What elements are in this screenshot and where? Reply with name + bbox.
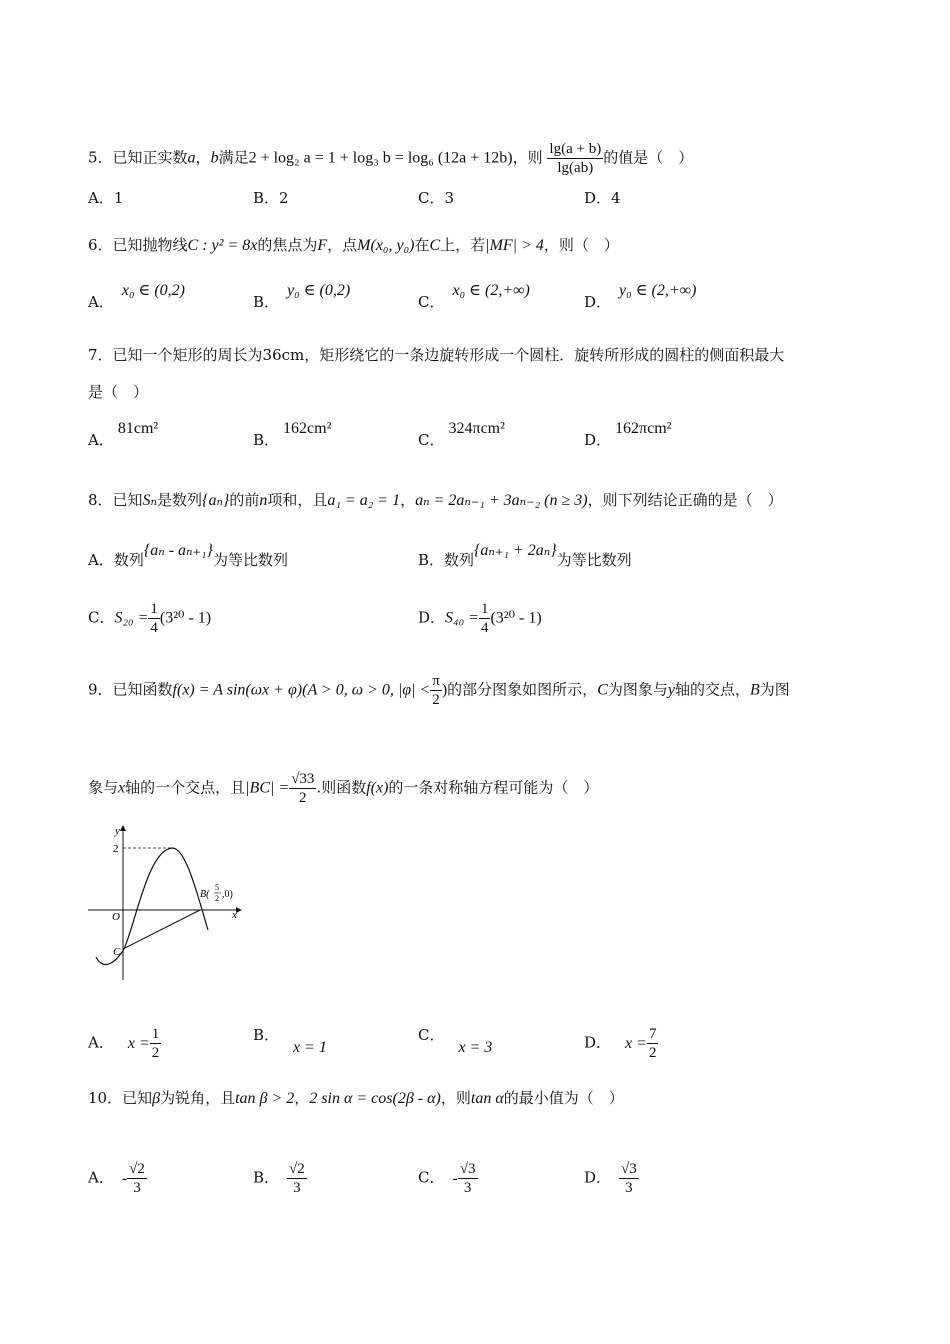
fraction-denominator: 4 xyxy=(150,620,158,636)
option-label: D． xyxy=(584,1168,612,1187)
fraction-numerator: π xyxy=(432,673,440,689)
option-label: A． xyxy=(88,1168,114,1187)
graph-b-denominator: 2 xyxy=(215,894,219,903)
q9-text: .则函数 xyxy=(316,778,367,797)
option-label: C． xyxy=(418,1168,445,1187)
q10-text: ，则 xyxy=(440,1089,471,1107)
q5-option-a[interactable]: A．1 xyxy=(88,189,124,207)
fraction-numerator: √3 xyxy=(459,1161,476,1177)
fraction-numerator: √33 xyxy=(291,771,315,787)
fraction-denominator: 2 xyxy=(432,692,440,708)
q8-text: 8．已知 xyxy=(88,491,143,509)
option-fraction xyxy=(148,600,160,637)
question-7-stem-line2: 是（ ） xyxy=(88,383,149,401)
q8-recurrence: aₙ = 2aₙ₋₁ + 3aₙ₋₂ (n ≥ 3) xyxy=(415,492,588,509)
q9-text: 象与 xyxy=(88,778,119,797)
q8-initial-terms: a₁ = a₂ = 1 xyxy=(327,492,401,509)
q9-text: 轴的一个交点，且 xyxy=(125,778,246,797)
fraction-numerator: √2 xyxy=(289,1161,305,1177)
q9-function: ) xyxy=(441,681,448,699)
q5-var-b: b xyxy=(210,149,219,167)
q8-option-a[interactable] xyxy=(88,542,288,571)
question-10-stem xyxy=(88,1088,624,1109)
q9-text: 为图 xyxy=(759,680,790,699)
option-expression: (3²⁰ - 1) xyxy=(490,609,542,627)
option-expression: S₂₀ = xyxy=(114,609,149,627)
option-expression: x = xyxy=(127,1034,150,1052)
graph-origin-label: O xyxy=(112,911,120,923)
q8-sequence: {aₙ} xyxy=(202,492,230,509)
q9-function-graph xyxy=(86,822,251,982)
option-label: B．数列 xyxy=(418,551,475,569)
option-fraction xyxy=(127,1160,147,1197)
q9-var-y: y xyxy=(667,681,675,699)
q5-text: ， xyxy=(195,148,211,167)
q7-option-d[interactable] xyxy=(584,420,672,451)
option-text: 为等比数列 xyxy=(556,551,632,569)
q6-condition: |MF| > 4 xyxy=(485,237,544,254)
q9-option-a[interactable] xyxy=(88,1025,161,1062)
q10-beta: β xyxy=(152,1090,161,1107)
fraction-denominator: 2 xyxy=(299,790,307,806)
q7-option-b[interactable] xyxy=(253,420,332,451)
q6-text: 的焦点为 xyxy=(257,236,318,254)
q9-point-b: B xyxy=(750,681,760,699)
option-expression: y₀ ∈ (2,+∞) xyxy=(619,282,697,299)
q6-parabola: C : y² = 8x xyxy=(187,237,258,254)
q5-fraction-denominator: lg(ab) xyxy=(557,160,594,176)
q9-option-b[interactable] xyxy=(253,1025,327,1056)
q10-text: ， xyxy=(294,1089,310,1107)
option-expression: 324πcm² xyxy=(448,420,505,437)
fraction-denominator: 4 xyxy=(480,620,489,636)
fraction-numerator: 1 xyxy=(150,601,158,617)
option-expression: x = 3 xyxy=(458,1039,493,1056)
option-label: C． xyxy=(88,608,115,627)
q6-curve: C xyxy=(429,237,441,254)
option-expression: x = xyxy=(625,1034,647,1052)
q8-option-b[interactable] xyxy=(418,542,632,571)
q5-fraction-numerator: lg(a + b) xyxy=(549,141,602,157)
graph-max-label: 2 xyxy=(113,843,119,855)
q6-text: 上，若 xyxy=(440,236,486,254)
fraction-numerator: 1 xyxy=(151,1026,160,1042)
question-8-stem xyxy=(88,490,783,511)
option-fraction xyxy=(479,600,491,637)
option-fraction xyxy=(647,1025,659,1062)
option-label: B． xyxy=(253,1026,280,1044)
graph-y-label: y xyxy=(115,825,120,837)
option-sign: - xyxy=(121,1169,128,1187)
option-expression: S₄₀ = xyxy=(445,609,479,627)
option-expression: {aₙ - aₙ₊₁} xyxy=(143,542,213,559)
q6-text: 6．已知抛物线 xyxy=(88,236,188,254)
q8-text: 项和，且 xyxy=(267,491,328,509)
option-expression: 81cm² xyxy=(117,420,159,437)
q9-option-c[interactable] xyxy=(418,1025,493,1056)
question-9-stem-line1 xyxy=(88,672,790,709)
q5-option-c[interactable]: C．3 xyxy=(418,189,455,207)
option-label: A． xyxy=(88,431,114,449)
q9-text: 的部分图象如图所示， xyxy=(447,680,598,699)
q5-text: 的值是（ ） xyxy=(603,148,694,167)
q9-pi-fraction xyxy=(430,672,442,709)
q7-option-c[interactable] xyxy=(418,420,505,451)
q8-option-d[interactable] xyxy=(418,600,542,637)
q9-text: 为图象与 xyxy=(607,680,668,699)
q10-condition-2: 2 sin α = cos(2β - α) xyxy=(309,1090,441,1107)
option-expression: 162cm² xyxy=(283,420,332,437)
q6-focus: F xyxy=(317,237,328,254)
q7-option-a[interactable] xyxy=(88,420,159,451)
q8-text: 的前 xyxy=(229,491,260,509)
option-label: A． xyxy=(88,293,114,311)
q10-condition-1: tan β > 2 xyxy=(235,1090,295,1107)
q8-option-c[interactable] xyxy=(88,600,211,637)
q5-text: ，则 xyxy=(512,148,543,167)
option-expression: y₀ ∈ (0,2) xyxy=(287,282,351,299)
graph-x-label: x xyxy=(232,909,237,921)
q6-text: 在 xyxy=(414,236,430,254)
q9-text: 9．已知函数 xyxy=(88,680,173,699)
q6-option-a[interactable] xyxy=(88,282,186,313)
q6-text: ，点 xyxy=(327,236,358,254)
q9-function: f(x) = A sin(ωx + φ)(A > 0, ω > 0, |φ| < xyxy=(172,681,431,699)
option-label: D． xyxy=(418,608,446,627)
option-text: 为等比数列 xyxy=(212,551,288,569)
graph-b-label-tail: ,0) xyxy=(222,889,233,900)
option-label: D． xyxy=(584,1033,612,1052)
option-expression: x = 1 xyxy=(293,1039,327,1056)
q6-text: ，则（ ） xyxy=(543,236,619,254)
fraction-denominator: 3 xyxy=(625,1180,633,1196)
q10-text: 10．已知 xyxy=(88,1089,153,1107)
fraction-denominator: 2 xyxy=(151,1045,160,1061)
option-fraction xyxy=(619,1160,639,1197)
option-label: B． xyxy=(253,431,280,449)
option-label: D． xyxy=(584,293,612,311)
fraction-denominator: 3 xyxy=(133,1180,141,1196)
q10-text: 为锐角，且 xyxy=(160,1089,236,1107)
fraction-numerator: 1 xyxy=(480,601,489,617)
q10-option-d[interactable] xyxy=(584,1160,639,1197)
q5-text: 5．已知正实数 xyxy=(88,148,188,167)
question-9-stem-line2 xyxy=(88,770,598,807)
graph-c-label: C xyxy=(113,946,121,958)
q10-option-c[interactable] xyxy=(418,1160,478,1197)
q6-option-d[interactable] xyxy=(584,282,697,313)
option-expression: 162πcm² xyxy=(615,420,672,437)
q9-bc-length: |BC| = xyxy=(245,779,290,797)
q10-tan-alpha: tan α xyxy=(470,1090,504,1107)
fraction-denominator: 3 xyxy=(293,1180,301,1196)
fraction-denominator: 2 xyxy=(648,1045,657,1061)
q5-option-d[interactable]: D．4 xyxy=(584,189,621,207)
q10-text: 的最小值为（ ） xyxy=(503,1089,624,1107)
q9-var-x: x xyxy=(118,779,126,797)
q10-option-a[interactable] xyxy=(88,1160,147,1197)
graph-b-numerator: 5 xyxy=(215,883,219,892)
q8-text: 是数列 xyxy=(157,491,203,509)
option-label: A．数列 xyxy=(88,551,144,569)
question-6-stem xyxy=(88,235,619,256)
option-label: B． xyxy=(253,293,280,311)
q9-text: 的一条对称轴方程可能为（ ） xyxy=(388,778,599,797)
question-7-stem-line1: 7．已知一个矩形的周长为36cm，矩形绕它的一条边旋转形成一个圆柱．旋转所形成的圆柱的侧面积最大 xyxy=(88,346,785,364)
fraction-numerator: 7 xyxy=(648,1026,657,1042)
q5-text: 满足 xyxy=(218,148,249,167)
option-expression: (3²⁰ - 1) xyxy=(159,609,212,627)
q9-bc-fraction xyxy=(289,770,316,807)
fraction-numerator: √2 xyxy=(129,1161,145,1177)
q9-option-d[interactable] xyxy=(584,1025,658,1062)
q6-option-c[interactable] xyxy=(418,282,530,313)
q5-var-a: a xyxy=(187,149,196,167)
option-sign: - xyxy=(452,1169,458,1187)
option-fraction xyxy=(287,1160,307,1197)
q8-text: ， xyxy=(400,491,416,509)
q5-equation: 2 + log₂ a = 1 + log₃ b = log₆ (12a + 12b) xyxy=(248,149,513,167)
option-label: C． xyxy=(418,1026,445,1044)
option-label: C． xyxy=(418,293,445,311)
q8-sum: Sₙ xyxy=(142,492,158,509)
option-fraction xyxy=(150,1025,162,1062)
q9-text: 轴的交点， xyxy=(674,680,750,699)
option-expression: x₀ ∈ (2,+∞) xyxy=(452,282,530,299)
fraction-denominator: 3 xyxy=(463,1180,472,1196)
graph-b-label: B( xyxy=(200,889,210,900)
q10-option-b[interactable] xyxy=(253,1160,307,1197)
fraction-numerator: √3 xyxy=(621,1161,637,1177)
option-label: D． xyxy=(584,431,612,449)
option-fraction xyxy=(458,1160,478,1197)
q6-point: M(x₀, y₀) xyxy=(357,237,415,254)
q5-fraction xyxy=(547,140,603,177)
question-5-stem xyxy=(88,140,693,177)
option-label: C． xyxy=(418,431,445,449)
option-expression: {aₙ₊₁ + 2aₙ} xyxy=(474,542,557,559)
q8-text: ，则下列结论正确的是（ ） xyxy=(587,491,783,509)
q9-point-c: C xyxy=(597,681,608,699)
option-expression: x₀ ∈ (0,2) xyxy=(121,282,186,299)
q6-option-b[interactable] xyxy=(253,282,351,313)
q5-option-b[interactable]: B．2 xyxy=(253,189,289,207)
option-label: B． xyxy=(253,1168,280,1187)
q9-function-name: f(x) xyxy=(366,779,389,797)
q8-var-n: n xyxy=(259,492,268,509)
option-label: A． xyxy=(88,1033,114,1052)
